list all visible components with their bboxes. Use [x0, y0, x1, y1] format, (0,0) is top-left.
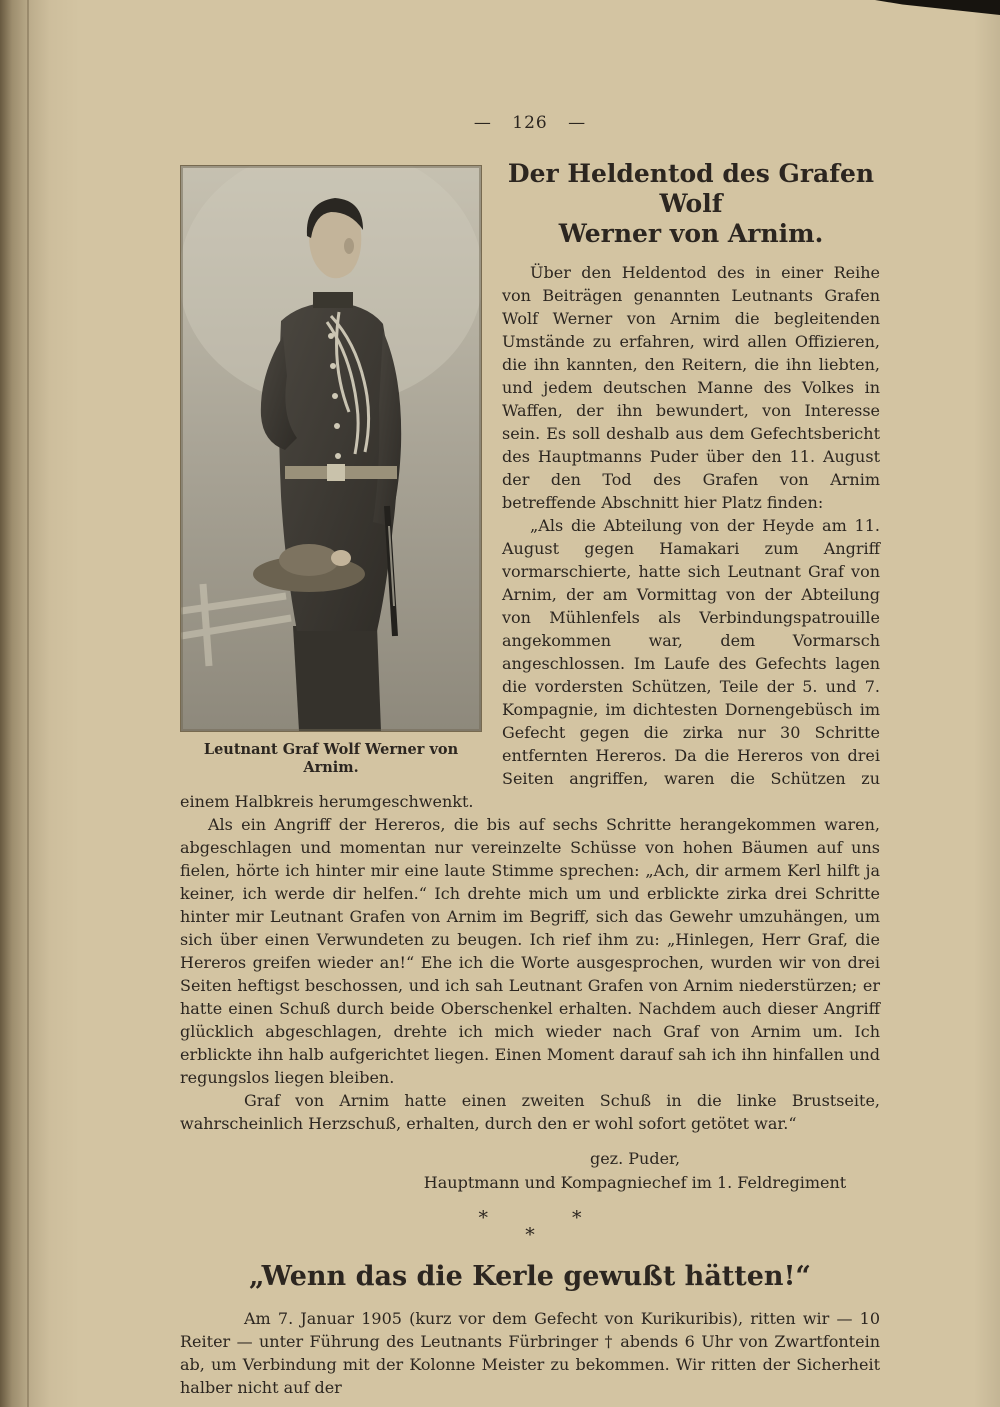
- spine-crease: [27, 0, 29, 1407]
- article1-paragraph-2: „Als die Abteilung von der Heyde am 11. August gegen Hamakari zum Angriff vormarschierte, hatte sich Leutnant Graf von Arnim, der am Vormittag von der Abteilung von Mühlenfels als Verbindungspatrouille angekommen war, dem Vormarsch angeschlossen. Im Laufe des Gefechts lagen die vordersten Schützen, Teile der 5. und 7. Kompagnie, im dichtesten Dornengebüsch im Gefecht gegen die zirka nur 30 Schritte entfernten Hereros. Da die Hereros von drei Seiten angriffen, waren die Schützen zu einem Halbkreis herumgeschwenkt.: [180, 516, 880, 811]
- portrait-figure: [180, 165, 482, 777]
- article1-title-line1: Der Heldentod des Grafen Wolf: [507, 159, 875, 218]
- signature-rank: Hauptmann und Kompagniechef im 1. Feldregiment: [423, 1173, 847, 1192]
- separator-star: *: [525, 1224, 535, 1246]
- article2-title: „Wenn das die Kerle gewußt hätten!“: [249, 1261, 811, 1292]
- article1-paragraph-1: Über den Heldentod des in einer Reihe von Beiträgen genannten Leutnants Grafen Wolf Werner von Arnim die begleitenden Umstände zu erfahren, wird allen Offizieren, die ihn kannten, den Reitern, die ihn liebten, und jedem deutschen Manne des Volkes in Waffen, der ihn bewundert, von Interesse sein. Es soll deshalb aus dem Gefechtsbericht des Hauptmanns Puder über den 11. August der den Tod des Grafen von Arnim betreffende Abschnitt hier Platz finden:: [502, 263, 880, 512]
- article1-paragraph-4: Graf von Arnim hatte einen zweiten Schuß in die linke Brustseite, wahrscheinlich Herzschuß, erhalten, durch den er wohl sofort getötet war.“: [180, 1091, 880, 1133]
- page-number: — 126 —: [473, 113, 587, 133]
- signature-block: [420, 1147, 850, 1195]
- article1-paragraph-3: Als ein Angriff der Hereros, die bis auf sechs Schritte herangekommen waren, abgeschlagen und momentan nur vereinzelte Schüsse von hohen Bäumen auf uns fielen, hörte ich hinter mir eine laute Stimme sprechen: „Ach, dir armem Kerl hilft ja keiner, ich werde dir helfen.“ Ich drehte mich um und erblickte zirka drei Schritte hinter mir Leutnant Grafen von Arnim im Begriff, sich das Gewehr umzuhängen, um sich über einen Verwundeten zu beugen. Ich rief ihm zu: „Hinlegen, Herr Graf, die Hereros greifen wieder an!“ Ehe ich die Worte ausgesprochen, wurden wir von drei Seiten heftigst beschossen, und ich sah Leutnant Grafen von Arnim niederstürzen; er hatte einen Schuß durch beide Oberschenkel erhalten. Nachdem auch dieser Angriff glücklich abgeschlagen, drehte ich mich wieder nach Graf von Arnim um. Ich erblickte ihn halb aufgerichtet liegen. Einen Moment darauf sah ich ihn hinfallen und regungslos liegen bleiben.: [180, 815, 880, 1087]
- portrait-photo: [180, 165, 482, 732]
- scan-corner-artifact: [875, 0, 1000, 15]
- spine-shadow: [0, 0, 80, 1407]
- separator-star: *: [572, 1207, 582, 1229]
- photo-caption: Leutnant Graf Wolf Werner von Arnim.: [203, 741, 459, 776]
- article2-paragraph-1: Am 7. Januar 1905 (kurz vor dem Gefecht von Kurikuribis), ritten wir — 10 Reiter — unter Führung des Leutnants Fürbringer † abends 6 Uhr von Zwartfontein ab, um Verbindung mit der Kolonne Meister zu bekommen. Wir ritten der Sicherheit halber nicht auf der: [180, 1309, 880, 1397]
- page-right-shade: [974, 0, 1000, 1407]
- signature-name: gez. Puder,: [589, 1149, 681, 1168]
- page-content: [180, 112, 880, 1399]
- section-separator-bottom: [180, 1224, 880, 1246]
- separator-star: *: [478, 1207, 488, 1229]
- article1-title-line2: Werner von Arnim.: [558, 219, 824, 248]
